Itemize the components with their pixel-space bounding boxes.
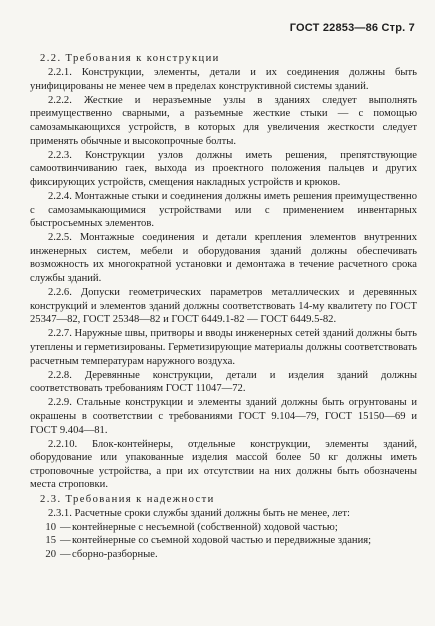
list-item-text: контейнерные со съемной ходовой частью и передвижные здания;: [72, 535, 372, 547]
paragraph: 2.2.3. Конструкции узлов должны иметь решения, препятствующие самоотвинчиванию гаек, выхода из проектного положения пальцев и других фиксирующих устройств, смещения накладных устройств и крюков.: [30, 149, 417, 188]
paragraph: 2.2.2. Жесткие и неразъемные узлы в зданиях следует выполнять преимущественно сварными, а разъемные жесткие стыки — с помощью самозамыкающихся устройств, в которых для увеличения жесткости следует применять обычные и высокопрочные болты.: [30, 94, 417, 147]
years-value: 15: [45, 535, 56, 547]
list-item-text: контейнерные с несъемной (собственной) ходовой частью;: [72, 521, 338, 533]
paragraph: 2.2.10. Блок-контейнеры, отдельные конструкции, элементы зданий, оборудование или упакованные изделия массой более 50 кг должны иметь строповочные устройства, а при их отсутствии на них должны быть обозначены места строповки.: [30, 438, 417, 491]
list-item: [30, 534, 417, 548]
service-life-list: [30, 521, 417, 562]
paragraph: 2.2.7. Наружные швы, притворы и вводы инженерных сетей зданий должны быть утеплены и герметизированы. Герметизирующие материалы должны соответствовать расчетным температурам наружного воздуха.: [30, 328, 417, 367]
paragraph: 2.2.8. Деревянные конструкции, детали и изделия зданий должны соответствовать требованиям ГОСТ 11047—72.: [30, 369, 417, 395]
list-item: [30, 548, 417, 562]
section-heading: 2.2. Требования к конструкции: [40, 53, 220, 64]
list-item-text: сборно-разборные.: [72, 548, 158, 560]
paragraph: 2.3.1. Расчетные сроки службы зданий должны быть не менее, лет:: [48, 507, 350, 519]
page-header: ГОСТ 22853—86 Стр. 7: [289, 22, 415, 34]
paragraph: 2.2.9. Стальные конструкции и элементы зданий должны быть огрунтованы и окрашены в соответствии с требованиями ГОСТ 9.104—79, ГОСТ 15150—69 и ГОСТ 9.404—81.: [30, 397, 417, 436]
document-body: [30, 52, 417, 561]
paragraph: 2.2.1. Конструкции, элементы, детали и их соединения должны быть унифицированы не менее чем в пределах конструктивной системы зданий.: [30, 67, 417, 92]
dash: —: [60, 548, 71, 560]
paragraph: 2.2.6. Допуски геометрических параметров металлических и деревянных конструкций и элементов зданий должны соответствовать 14-му квалитету по ГОСТ 25347—82, ГОСТ 25348—82 и ГОСТ 6449.1-82 — ГОСТ 6449.5-82.: [30, 287, 417, 326]
years-value: 10: [45, 521, 56, 533]
section-heading: 2.3. Требования к надежности: [40, 493, 215, 505]
dash: —: [60, 535, 71, 547]
paragraph: 2.2.5. Монтажные соединения и детали крепления элементов внутренних инженерных систем, мебели и оборудования зданий должны обеспечивать возможность их многократной установки и демонтажа в течение расчетного срока службы зданий.: [30, 232, 417, 284]
years-value: 20: [45, 548, 56, 560]
paragraph: 2.2.4. Монтажные стыки и соединения должны иметь решения преимущественно с самозамыкающимися устройствами или с применением инвентарных быстросъемных элементов.: [30, 190, 417, 230]
dash: —: [60, 521, 71, 533]
list-item: [30, 521, 417, 535]
